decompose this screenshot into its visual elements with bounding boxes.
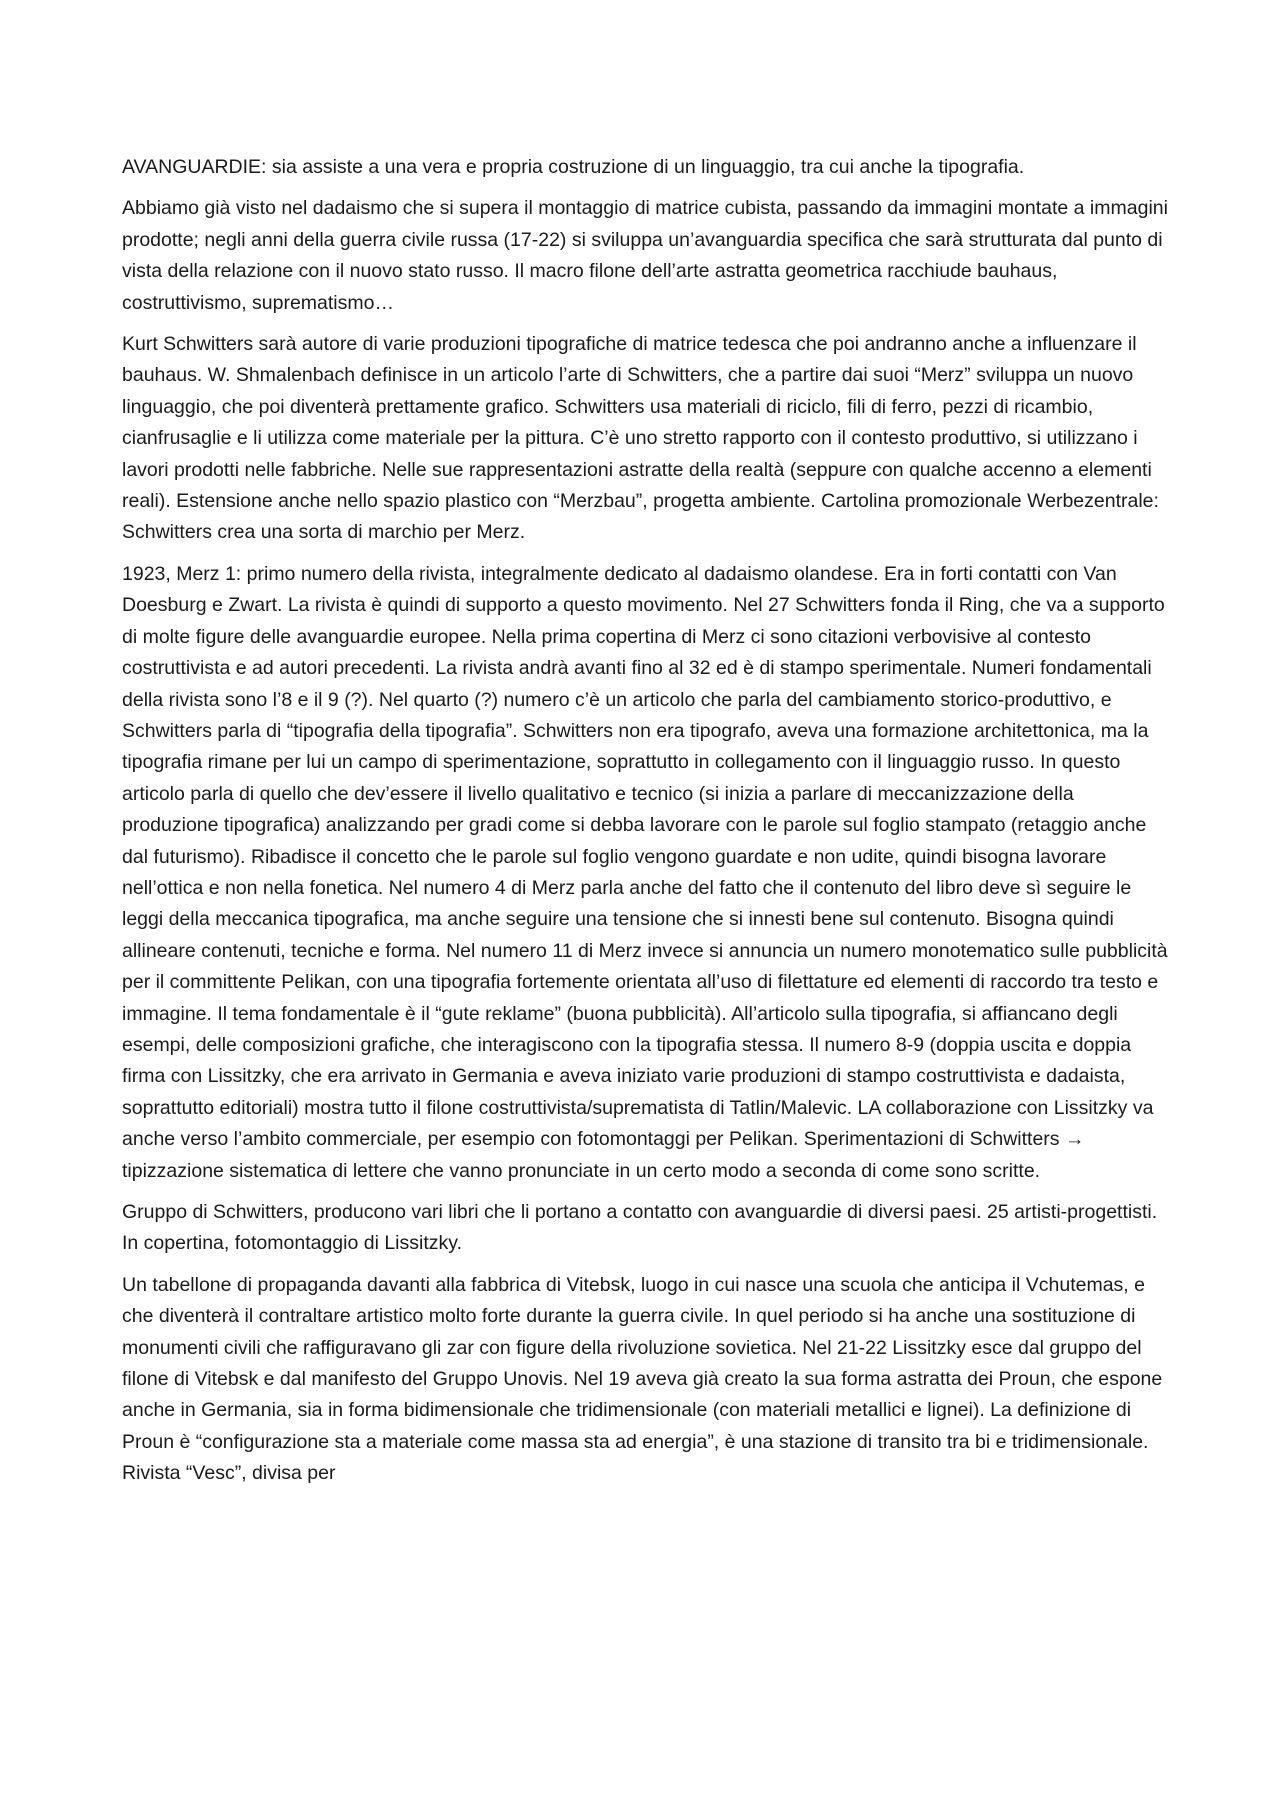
document-page bbox=[122, 152, 1172, 1500]
paragraph-gruppo: Gruppo di Schwitters, producono vari libri che li portano a contatto con avanguardie di diversi paesi. 25 artisti-progettisti. In copertina, fotomontaggio di Lissitzky. bbox=[122, 1201, 1158, 1255]
paragraph-vitebsk: Un tabellone di propaganda davanti alla fabbrica di Vitebsk, luogo in cui nasce una scuola che anticipa il Vchutemas, e che diventerà il contraltare artistico molto forte durante la guerra civile. In quel periodo si ha anche una sostituzione di monumenti civili che raffiguravano gli zar con figure della rivoluzione sovietica. Nel 21-22 Lissitzky esce dal gruppo del filone di Vitebsk e dal manifesto del Gruppo Unovis. Nel 19 aveva già creato la sua forma astratta dei Proun, che espone anche in Germania, sia in forma bidimensionale che tridimensionale (con materiali metallici e lignei). La definizione di Proun è “configurazione sta a materiale come massa sta ad energia”, è una stazione di transito tra bi e tridimensionale. Rivista “Vesc”, divisa per bbox=[122, 1273, 1163, 1485]
paragraph-dadaismo: Abbiamo già visto nel dadaismo che si supera il montaggio di matrice cubista, passando da immagini montate a immagini prodotte; negli anni della guerra civile russa (17-22) si sviluppa un’avanguardia specifica che sarà strutturata dal punto di vista della relazione con il nuovo stato russo. Il macro filone dell’arte astratta geometrica racchiude bauhaus, costruttivismo, suprematismo… bbox=[122, 197, 1168, 314]
paragraph-avanguardie: AVANGUARDIE: sia assiste a una vera e propria costruzione di un linguaggio, tra cui anche la tipografia. bbox=[122, 156, 1025, 178]
paragraph-merz-rivista: 1923, Merz 1: primo numero della rivista, integralmente dedicato al dadaismo olandese. Era in forti contatti con Van Doesburg e Zwart. La rivista è quindi di supporto a questo movimento. Nel 27 Schwitters fonda il Ring, che va a supporto di molte figure delle avanguardie europee. Nella prima copertina di Merz ci sono citazioni verbovisive al contesto costruttivista e ad autori precedenti. La rivista andrà avanti fino al 32 ed è di stampo sperimentale. Numeri fondamentali della rivista sono l’8 e il 9 (?). Nel quarto (?) numero c’è un articolo che parla del cambiamento storico-produttivo, e Schwitters parla di “tipografia della tipografia”. Schwitters non era tipografo, aveva una formazione architettonica, ma la tipografia rimane per lui un campo di sperimentazione, soprattutto in collegamento con il linguaggio russo. In questo articolo parla di quello che dev’essere il livello qualitativo e tecnico (si inizia a parlare di meccanizzazione della produzione tipografica) analizzando per gradi come si debba lavorare con le parole sul foglio stampato (retaggio anche dal futurismo). Ribadisce il concetto che le parole sul foglio vengono guardate e non udite, quindi bisogna lavorare nell’ottica e non nella fonetica. Nel numero 4 di Merz parla anche del fatto che il contenuto del libro deve sì seguire le leggi della meccanica tipografica, ma anche seguire una tensione che si innesti bene sul contenuto. Bisogna quindi allineare contenuti, tecniche e forma. Nel numero 11 di Merz invece si annuncia un numero monotematico sulle pubblicità per il committente Pelikan, con una tipografia fortemente orientata all’uso di filettature ed elementi di raccordo tra testo e immagine. Il tema fondamentale è il “gute reklame” (buona pubblicità). All’articolo sulla tipografia, si affiancano degli esempi, delle composizioni grafiche, che interagiscono con la tipografia stessa. Il numero 8-9 (doppia uscita e doppia firma con Lissitzky, che era arrivato in Germania e aveva iniziato varie produzioni di stampo costruttivista e dadaista, soprattutto editoriali) mostra tutto il filone costruttivista/suprematista di Tatlin/Malevic. LA collaborazione con Lissitzky va anche verso l’ambito commerciale, per esempio con fotomontaggi per Pelikan. Sperimentazioni di Schwitters → tipizzazione sistematica di lettere che vanno pronunciate in un certo modo a seconda di come sono scritte. bbox=[122, 562, 1168, 1182]
paragraph-schwitters: Kurt Schwitters sarà autore di varie produzioni tipografiche di matrice tedesca che poi andranno anche a influenzare il bauhaus. W. Shmalenbach definisce in un articolo l’arte di Schwitters, che a partire dai suoi “Merz” sviluppa un nuovo linguaggio, che poi diventerà prettamente grafico. Schwitters usa materiali di riciclo, fili di ferro, pezzi di ricambio, cianfrusaglie e li utilizza come materiale per la pittura. C’è uno stretto rapporto con il contesto produttivo, si utilizzano i lavori prodotti nelle fabbriche. Nelle sue rappresentazioni astratte della realtà (seppure con qualche accenno a elementi reali). Estensione anche nello spazio plastico con “Merzbau”, progetta ambiente. Cartolina promozionale Werbezentrale: Schwitters crea una sorta di marchio per Merz. bbox=[122, 333, 1159, 544]
